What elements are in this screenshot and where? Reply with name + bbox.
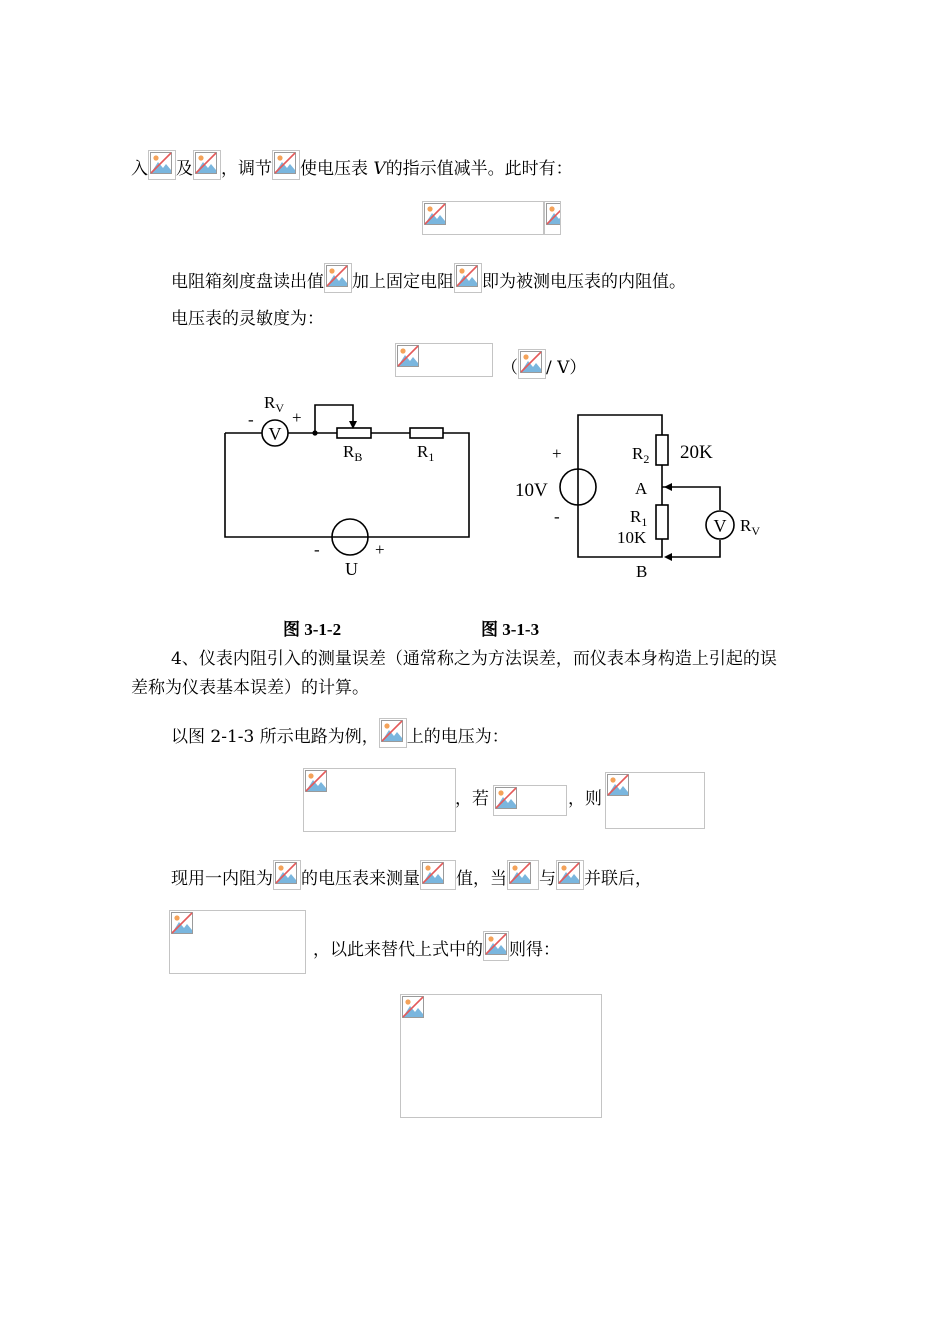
label-minus: -: [554, 507, 560, 526]
paragraph-7: [313, 931, 560, 961]
paragraph-line-1: [131, 150, 573, 180]
label-source-minus: -: [314, 540, 320, 559]
label-minus: -: [248, 410, 254, 429]
broken-image-icon: [397, 345, 419, 367]
text-fragment: （: [501, 358, 518, 378]
broken-image-icon: [150, 152, 172, 174]
broken-image-icon: [607, 774, 629, 796]
circuit-diagram-3-1-3: [510, 405, 790, 585]
text-fragment: 上的电压为：: [406, 727, 509, 747]
text-fragment: 的指示值减半。此时有：: [385, 159, 573, 179]
probe-arrow-b: [664, 553, 672, 561]
voltmeter-label: V: [268, 424, 282, 444]
label-u: U: [345, 559, 358, 579]
formula-image: [483, 931, 509, 961]
resistor-r1: [410, 428, 443, 438]
text-fragment: 则得：: [509, 940, 560, 960]
formula-image: [193, 150, 221, 180]
paragraph-6: [171, 860, 652, 890]
text-fragment: 的电压表来测量: [301, 869, 420, 889]
broken-image-icon: [275, 862, 297, 884]
rheostat-rb: [337, 428, 371, 438]
text-fragment: 加上固定电阻: [352, 272, 454, 292]
label-r1: $R_1$: [630, 507, 648, 529]
broken-image-icon: [456, 265, 478, 287]
broken-image-icon: [558, 862, 580, 884]
formula-image: [493, 785, 567, 816]
text-fragment: ，若: [455, 789, 489, 809]
paragraph-4-line-2: 差称为仪表基本误差）的计算。: [131, 678, 369, 698]
label-plus: +: [292, 408, 302, 427]
variable-v: V: [373, 159, 386, 179]
broken-image-icon: [381, 720, 403, 742]
text-fragment: ，则: [568, 789, 602, 809]
formula-image: [556, 860, 584, 890]
formula-image: [273, 860, 301, 890]
label-r2: $R_2$: [632, 444, 650, 466]
formula-image: [169, 910, 306, 974]
text-fragment: 使电压表: [300, 159, 368, 179]
formula-image: [454, 263, 482, 293]
label-source-plus: +: [375, 540, 385, 559]
probe-arrow-a: [664, 483, 672, 491]
text-fragment: / V）: [546, 358, 587, 378]
text-fragment: 并联后，: [584, 869, 652, 889]
formula-image: [518, 349, 546, 379]
label-rv: $R_V$: [740, 516, 761, 538]
text-fragment: ，调节: [221, 159, 272, 179]
text-fragment: 电阻箱刻度盘读出值: [171, 272, 324, 292]
paragraph-5: [171, 718, 509, 748]
broken-image-icon: [546, 203, 561, 225]
resistor-r2: [656, 435, 668, 465]
label-rv: $R_V$: [264, 393, 285, 415]
caption-figure-3-1-2: 图 3-1-2: [283, 620, 342, 639]
formula-image: [303, 768, 456, 832]
voltmeter-label: V: [713, 516, 727, 536]
circuit-diagram-3-1-2: [215, 385, 485, 585]
label-a: A: [635, 479, 648, 498]
label-20k: 20K: [680, 442, 713, 463]
broken-image-icon: [402, 996, 424, 1018]
broken-image-icon: [485, 933, 507, 955]
caption-figure-3-1-3: 图 3-1-3: [481, 620, 540, 639]
label-r1: $R_1$: [417, 442, 435, 464]
resistor-r1: [656, 505, 668, 539]
formula-image: [544, 201, 561, 235]
broken-image-icon: [520, 351, 542, 373]
formula-image: [507, 860, 539, 890]
paragraph-line-3: [171, 308, 324, 330]
label-10v: 10V: [515, 480, 548, 501]
broken-image-icon: [424, 203, 446, 225]
formula-image: [379, 718, 407, 748]
broken-image-icon: [509, 862, 531, 884]
label-plus: +: [552, 444, 562, 463]
text-fragment: 即为被测电压表的内阻值。: [482, 272, 686, 292]
broken-image-icon: [422, 862, 444, 884]
broken-image-icon: [171, 912, 193, 934]
formula-image: [272, 150, 300, 180]
sensitivity-unit: [501, 349, 586, 379]
text-fragment: 入: [131, 159, 148, 179]
label-b: B: [636, 562, 648, 581]
broken-image-icon: [326, 265, 348, 287]
formula-image: [400, 994, 602, 1118]
broken-image-icon: [195, 152, 217, 174]
paragraph-4-line-1: 4、仪表内阻引入的测量误差（通常称之为方法误差，而仪表本身构造上引起的误: [171, 649, 777, 669]
formula-image: [148, 150, 176, 180]
text-fragment: 及: [176, 159, 193, 179]
broken-image-icon: [495, 787, 517, 809]
formula-image: [324, 263, 352, 293]
text-fragment: 以图 2-1-3 所示电路为例，: [171, 727, 379, 747]
formula-image: [422, 201, 544, 235]
text-fragment: 与: [539, 869, 556, 889]
label-rb: $R_B$: [343, 442, 363, 464]
junction-dot: [312, 430, 317, 435]
formula-image: [420, 860, 456, 890]
formula-image: [605, 772, 705, 829]
broken-image-icon: [305, 770, 327, 792]
text-fragment: ，以此来替代上式中的: [313, 940, 483, 960]
paragraph-line-2: [171, 263, 686, 293]
text-fragment: 值，当: [456, 869, 507, 889]
text-fragment: 现用一内阻为: [171, 869, 273, 889]
broken-image-icon: [274, 152, 296, 174]
text-fragment: 电压表的灵敏度为：: [171, 309, 324, 329]
formula-image: [395, 343, 493, 377]
label-10k: 10K: [617, 528, 647, 547]
